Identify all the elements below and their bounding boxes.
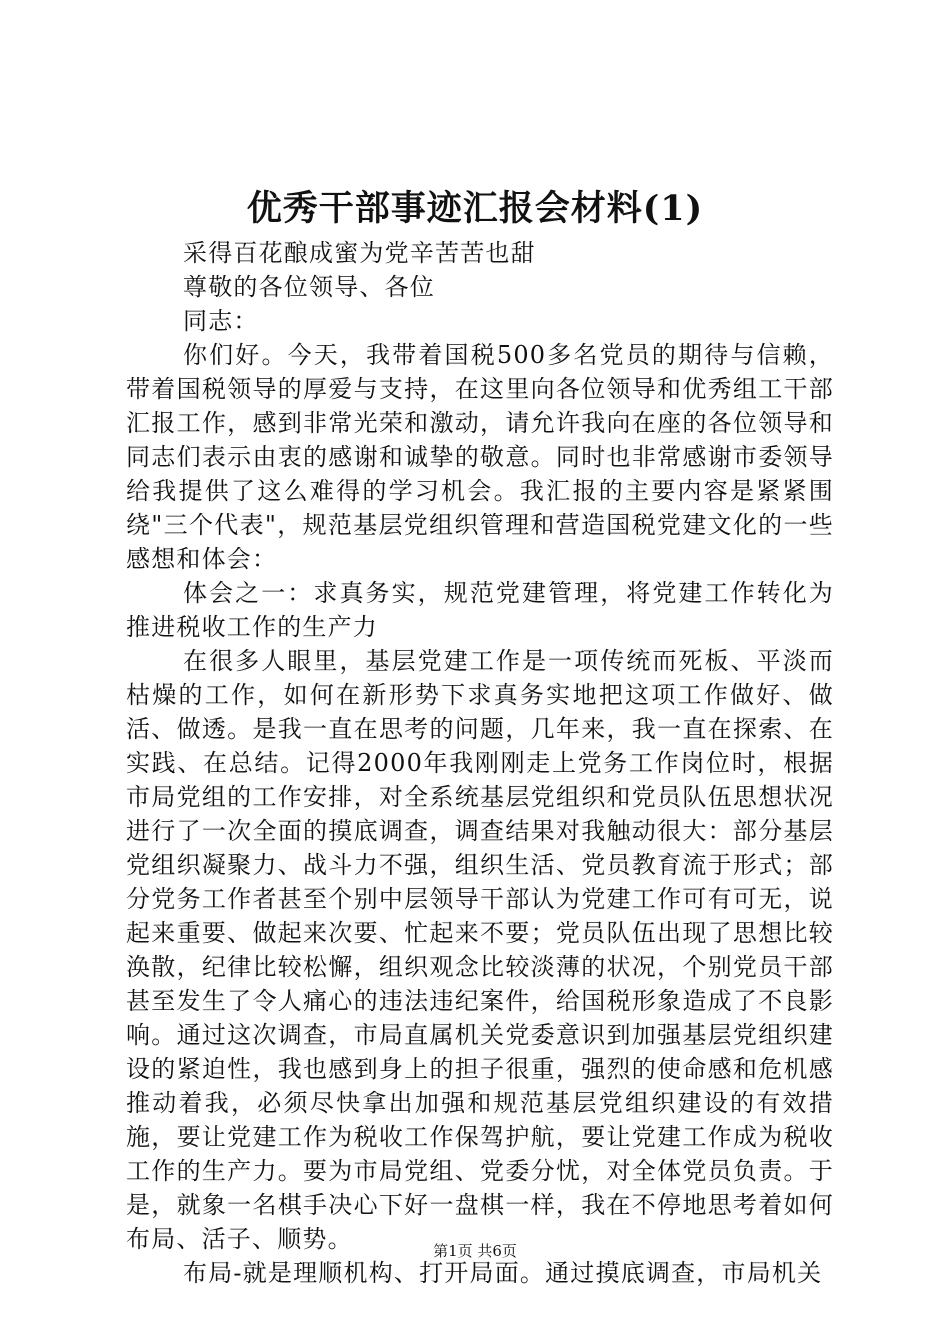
salutation-line-1: 尊敬的各位领导、各位 bbox=[183, 273, 435, 301]
paragraph-continued: 布局-就是理顺机构、打开局面。通过摸底调查，市局机关 bbox=[183, 1259, 823, 1287]
paragraph-intro: 你们好。今天，我带着国税500多名党员的期待与信赖，带着国税领导的厚爱与支持，在这里向各位领导和优秀组工干部汇报工作，感到非常光荣和激动，请允许我向在座的各位领导和同志们表示由衷的感谢和诚挚的敬意。同时也非常感谢市委领导给我提供了这么难得的学习机会。我汇报的主要内容是紧紧围绕"三个代表"，规范基层党组织管理和营造国税党建文化的一些感想和体会： bbox=[126, 341, 834, 573]
paragraph-body: 在很多人眼里，基层党建工作是一项传统而死板、平淡而枯燥的工作，如何在新形势下求真务实地把这项工作做好、做活、做透。是我一直在思考的问题，几年来，我一直在探索、在实践、在总结。记得2000年我刚刚走上党务工作岗位时，根据市局党组的工作安排，对全系统基层党组织和党员队伍思想状况进行了一次全面的摸底调查，调查结果对我触动很大：部分基层党组织凝聚力、战斗力不强，组织生活、党员教育流于形式；部分党务工作者甚至个别中层领导干部认为党建工作可有可无，说起来重要、做起来次要、忙起来不要；党员队伍出现了思想比较涣散，纪律比较松懈，组织观念比较淡薄的状况，个别党员干部甚至发生了令人痛心的违法违纪案件，给国税形象造成了不良影响。通过这次调查，市局直属机关党委意识到加强基层党组织建设的紧迫性，我也感到身上的担子很重，强烈的使命感和危机感推动着我，必须尽快拿出加强和规范基层党组织建设的有效措施，要让党建工作为税收工作保驾护航，要让党建工作成为税收工作的生产力。要为市局党组、党委分忧，对全体党员负责。于是，就象一名棋手决心下好一盘棋一样，我在不停地思考着如何布局、活子、顺势。 bbox=[126, 647, 834, 1253]
salutation-line-2: 同志： bbox=[183, 307, 259, 335]
document-body bbox=[126, 236, 834, 1290]
subtitle-line: 采得百花酿成蜜为党辛苦苦也甜 bbox=[183, 239, 536, 267]
page-footer: 第1页 共6页 bbox=[433, 1242, 517, 1260]
section-heading-1: 体会之一：求真务实，规范党建管理，将党建工作转化为推进税收工作的生产力 bbox=[126, 579, 834, 641]
document-title: 优秀干部事迹汇报会材料(1) bbox=[246, 188, 704, 229]
